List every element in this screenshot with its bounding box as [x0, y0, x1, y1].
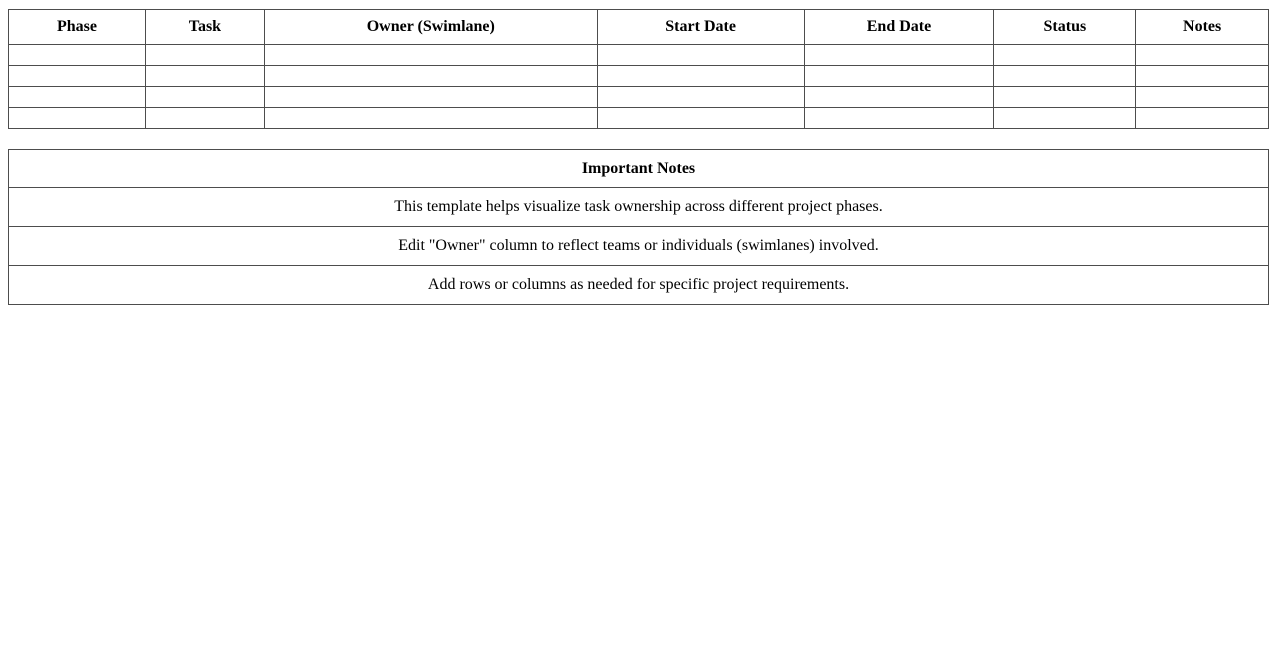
empty-cell [994, 45, 1136, 66]
note-row [9, 227, 1269, 266]
empty-cell [9, 108, 146, 129]
empty-cell [264, 108, 597, 129]
empty-cell [9, 45, 146, 66]
empty-cell [9, 66, 146, 87]
swimlane-header-row [9, 10, 1269, 45]
note-item: This template helps visualize task ownership across different project phases. [9, 188, 1269, 227]
empty-cell [597, 87, 804, 108]
notes-title: Important Notes [9, 150, 1269, 188]
column-header-task: Task [145, 10, 264, 45]
column-header-phase: Phase [9, 10, 146, 45]
column-header-owner: Owner (Swimlane) [264, 10, 597, 45]
empty-cell [804, 66, 994, 87]
document-page [0, 0, 1278, 305]
empty-cell [994, 87, 1136, 108]
note-item: Add rows or columns as needed for specific project requirements. [9, 266, 1269, 305]
table-row [9, 66, 1269, 87]
empty-cell [597, 66, 804, 87]
column-header-status: Status [994, 10, 1136, 45]
notes-title-row [9, 150, 1269, 188]
empty-cell [597, 45, 804, 66]
empty-cell [1136, 45, 1269, 66]
empty-cell [597, 108, 804, 129]
empty-cell [145, 66, 264, 87]
empty-cell [264, 66, 597, 87]
empty-cell [994, 108, 1136, 129]
table-row [9, 108, 1269, 129]
note-row [9, 188, 1269, 227]
notes-table [8, 149, 1269, 305]
empty-cell [264, 45, 597, 66]
note-item: Edit "Owner" column to reflect teams or individuals (swimlanes) involved. [9, 227, 1269, 266]
empty-cell [994, 66, 1136, 87]
empty-cell [9, 87, 146, 108]
empty-cell [804, 108, 994, 129]
table-row [9, 87, 1269, 108]
note-row [9, 266, 1269, 305]
empty-cell [804, 45, 994, 66]
column-header-notes: Notes [1136, 10, 1269, 45]
empty-cell [264, 87, 597, 108]
empty-cell [145, 108, 264, 129]
empty-cell [145, 45, 264, 66]
empty-cell [1136, 87, 1269, 108]
empty-cell [804, 87, 994, 108]
column-header-start-date: Start Date [597, 10, 804, 45]
swimlane-table [8, 9, 1269, 129]
empty-cell [1136, 66, 1269, 87]
column-header-end-date: End Date [804, 10, 994, 45]
empty-cell [1136, 108, 1269, 129]
empty-cell [145, 87, 264, 108]
table-row [9, 45, 1269, 66]
